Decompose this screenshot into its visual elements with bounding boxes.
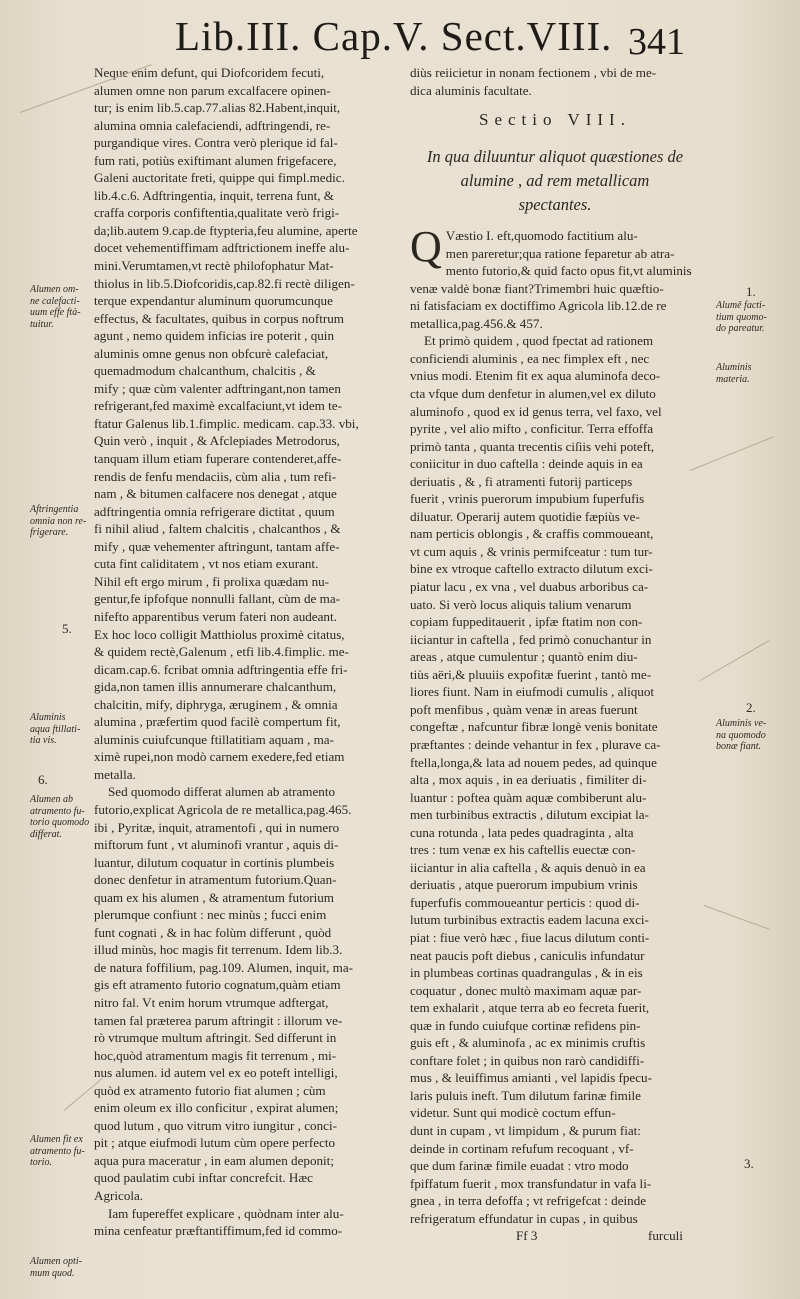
text-line: & quidem rectè,Galenum , etfi lib.4.fimplic. me- bbox=[94, 644, 349, 660]
text-line: plerumque confiunt : nec minùs ; fucci enim bbox=[94, 907, 327, 923]
text-line: piat : fiue verò hæc , fiue lacus dilutum conti- bbox=[410, 929, 650, 945]
text-line: tiùs aëri,& pluuiis expofitæ fuerint , tantò me- bbox=[410, 666, 652, 682]
margin-note-right bbox=[716, 300, 767, 335]
text-line: nus alumen. id autem vel ex eo poteft intelligi, bbox=[94, 1065, 338, 1081]
margin-note-left bbox=[30, 284, 81, 330]
text-line: alumen omne non parum excalfacere opinen- bbox=[94, 82, 331, 98]
text-line: pyrite , vel alio mifto , conficitur. Terra effoffa bbox=[410, 421, 654, 437]
text-line: alumina omnia calefaciendi, adftringendi, re- bbox=[94, 117, 331, 133]
text-line: metalla. bbox=[94, 766, 136, 782]
section-title bbox=[410, 145, 700, 217]
text-line: aluminis cuiufcunque ftillatitiam aquam , ma- bbox=[94, 731, 334, 747]
text-line: fpiffatum fuerit , mox transfundatur in vafa li- bbox=[410, 1175, 652, 1191]
margin-note-line: na quomodo bbox=[716, 729, 766, 741]
margin-note-line: uum effe ftà- bbox=[30, 307, 81, 318]
text-line: fuperfufis commoueantur perticis : quod di- bbox=[410, 894, 640, 910]
text-line: thiolus in lib.5.Diofcoridis,cap.82.fi rectè diligen- bbox=[94, 275, 355, 291]
text-line: agunt , nemo quidem inficias ire poterit , quin bbox=[94, 328, 334, 344]
paper-mark bbox=[704, 905, 770, 930]
text-line: coquatur , donec multò maximam aquæ par- bbox=[410, 982, 642, 998]
text-line: guis eft , & aluminofa , ac ex minimis cruftis bbox=[410, 1035, 646, 1051]
text-line: de natura foffilium, pag.109. Alumen, inquit, ma- bbox=[94, 959, 354, 975]
text-line: nam , & bitumen calfacere nos denegat , atque bbox=[94, 486, 337, 502]
text-line: Nihil eft ergo mirum , fi prolixa quædam nu- bbox=[94, 573, 330, 589]
margin-note-left bbox=[30, 1256, 82, 1279]
text-line: Ex hoc loco colligit Matthiolus proximè citatus, bbox=[94, 626, 345, 642]
margin-note-line: tia vis. bbox=[30, 735, 57, 746]
margin-note-line: Aluminis bbox=[716, 362, 752, 373]
text-line: donec denfetur in atramentum futorium.Quan- bbox=[94, 872, 337, 888]
margin-note-line: Alumen fit ex bbox=[30, 1134, 83, 1145]
text-line: mus , & leuiffimus amianti , vel lapidis fpecu- bbox=[410, 1070, 652, 1086]
margin-section-number: 5. bbox=[62, 621, 72, 636]
margin-note-line: Aluminis ve- bbox=[716, 718, 767, 729]
text-line: præftantes : deinde vehantur in fex , plurave ca- bbox=[410, 736, 661, 752]
text-line: gentur,fe ipfofque nonnulli fallant, cùm de ma- bbox=[94, 591, 340, 607]
text-line: terque expendantur aluminum quorumcunque bbox=[94, 293, 333, 309]
text-line: vnius modi. Etenim fit ex aqua aluminofa deco- bbox=[410, 368, 661, 384]
catchword-line bbox=[410, 1227, 700, 1245]
margin-note-line: Alumen opti- bbox=[30, 1256, 82, 1267]
text-line: alta , mox aquis , in ea deriuatis , fimiliter di- bbox=[410, 772, 647, 788]
signature-mark: Ff 3 bbox=[516, 1228, 538, 1244]
text-line: quod lutum , quo vitrum vitro iungitur , conci- bbox=[94, 1117, 337, 1133]
text-line: rò vtrumque multum aftringit. Sed differunt in bbox=[94, 1030, 337, 1046]
text-line: coniicitur in duo caftella : deinde aquis in ea bbox=[410, 456, 643, 472]
text-line: uato. Si verò locus aliquis talium venarum bbox=[410, 596, 632, 612]
text-line: congeftæ , nafcuntur fibræ longè venis bonitate bbox=[410, 719, 658, 735]
text-line: hoc,quòd atramentum magis fit terrenum , mi- bbox=[94, 1047, 337, 1063]
catchword: furculi bbox=[648, 1228, 683, 1244]
text-line: conftare folet ; in quibus non rarò candidiffi- bbox=[410, 1052, 645, 1068]
text-line: copiam fuppeditauerit , ipfæ ftatim non con- bbox=[410, 614, 643, 630]
text-line: luantur : poftea quàm aquæ combiberunt alu- bbox=[410, 789, 647, 805]
right-column-intro bbox=[410, 64, 700, 99]
text-line: aluminofo , quod ex id genus terra, vel faxo, vel bbox=[410, 403, 662, 419]
text-line: primò tanta , quanta trecentis ciſiis vehi poteft, bbox=[410, 438, 654, 454]
text-line: poft menfibus , quàm venæ in areas fuerunt bbox=[410, 701, 638, 717]
margin-note-line: torio. bbox=[30, 1157, 52, 1168]
text-line: quam ex his alumen , & atramentum futorium bbox=[94, 889, 334, 905]
paper-mark bbox=[700, 640, 770, 681]
text-line: men turbinibus extractis , dilutum excipiat la- bbox=[410, 807, 649, 823]
text-line: quod paulatim cubi inftar concrefcit. Hæc bbox=[94, 1170, 313, 1186]
text-line: purgandique vires. Contra verò plerique id fal- bbox=[94, 135, 338, 151]
text-line: metallica,pag.456.& 457. bbox=[410, 315, 543, 331]
margin-note-line: omnia non re- bbox=[30, 515, 87, 527]
margin-note-left bbox=[30, 504, 86, 539]
text-line: dunt in cupam , vt limpidum , & purum fiat: bbox=[410, 1122, 641, 1138]
text-line: ftatur Galenus lib.1.fimplic. medicam. cap.33. vbi, bbox=[94, 415, 359, 431]
margin-note-right bbox=[716, 718, 766, 753]
text-line: nitro fal. Vt enim horum vtrumque adftergat, bbox=[94, 994, 329, 1010]
text-line: adftringentia omnia refrigerare dictitat , quum bbox=[94, 503, 335, 519]
text-line: dica aluminis facultate. bbox=[410, 82, 532, 98]
left-text-column bbox=[94, 64, 384, 1240]
text-line: nifefto apparentibus verum fateri non audeant. bbox=[94, 608, 337, 624]
text-line: mify ; quæ cùm valenter adftringant,non tamen bbox=[94, 380, 341, 396]
margin-note-line: mum quod. bbox=[30, 1267, 75, 1279]
text-line: conficiendi aluminis , ea nec fimplex eft , nec bbox=[410, 350, 650, 366]
text-line: gis eft atramento futorio cognatum,quàm etiam bbox=[94, 977, 341, 993]
margin-note-line: differat. bbox=[30, 828, 62, 840]
text-line: tem exhalarit , atque terra ab eo fecreta fuerit, bbox=[410, 1000, 650, 1016]
text-line: futorio,explicat Agricola de re metallica,pag.465. bbox=[94, 801, 352, 817]
text-line: tanquam illum etiam fuperare contenderet,affe- bbox=[94, 451, 342, 467]
margin-note-line: tium quomo- bbox=[716, 311, 767, 323]
text-line: laris puluis ineft. Tum dilutum farinæ fimile bbox=[410, 1087, 641, 1103]
text-line: mify , quæ vehementer aftringunt, tantam affe- bbox=[94, 538, 340, 554]
text-line: docet vehementiffimam adftrictionem ineffe alu- bbox=[94, 240, 350, 256]
margin-note-right bbox=[716, 362, 752, 385]
text-line: bine ex vtroque caftello extracto dilutum exci- bbox=[410, 561, 653, 577]
section-heading: Sectio VIII. bbox=[479, 110, 631, 130]
margin-note-line: aqua ftillati- bbox=[30, 723, 81, 735]
text-line: ibi , Pyritæ, inquit, atramentofi , qui in numero bbox=[94, 819, 340, 835]
margin-note-line: torio quomodo bbox=[30, 817, 90, 828]
text-line: ni fatisfaciam ex doctiffimo Agricola lib.12.de re bbox=[410, 298, 667, 314]
text-line: luantur, dilutum coquatur in cortinis plumbeis bbox=[94, 854, 335, 870]
margin-note-line: ne calefacti- bbox=[30, 295, 80, 307]
text-line: enim oleum ex illo conficitur , expirat alumen; bbox=[94, 1100, 339, 1116]
text-line: refrigerant,fed maximè excalfaciunt,vt idem te- bbox=[94, 398, 342, 414]
text-line: Iam fupereffet explicare , quòdnam inter alu- bbox=[108, 1205, 344, 1221]
margin-note-line: atramento fu- bbox=[30, 1145, 85, 1157]
margin-note-line: materia. bbox=[716, 373, 750, 385]
text-line: fuerit , vrinis puerorum impubium fuperfufis bbox=[410, 491, 645, 507]
text-line: quæ in fundo cuiufque cortinæ refidens pin- bbox=[410, 1017, 641, 1033]
text-line: mini.Verumtamen,vt rectè philofophatur Mat- bbox=[94, 258, 334, 274]
text-line: Sed quomodo differat alumen ab atramento bbox=[108, 784, 336, 800]
text-line: lib.4.c.6. Adftringentia, inquit, terrena funt, & bbox=[94, 187, 334, 203]
text-line: venæ valdè bonæ fiant?Trimembri huic quæftio- bbox=[410, 280, 664, 296]
text-line: pit ; atque eiufmodi lutum cùm opere perfecto bbox=[94, 1135, 336, 1151]
text-line: que dum farinæ fimile euadat : vtro modo bbox=[410, 1158, 629, 1174]
text-line: fum rati, potiùs exiftimant alumen frigefacere, bbox=[94, 152, 337, 168]
margin-note-left bbox=[30, 712, 80, 747]
text-line: diluatur. Operarij autem quotidie fæpiùs ve- bbox=[410, 508, 640, 524]
margin-note-line: Alumen om- bbox=[30, 284, 79, 295]
drop-cap: Q bbox=[410, 222, 442, 272]
text-line: nam perticis oblongis , & craffis commoueant, bbox=[410, 526, 654, 542]
text-line: mento futorio,& quid facto opus fit,vt aluminis bbox=[445, 263, 692, 279]
right-text-column bbox=[410, 64, 700, 1245]
margin-note-left bbox=[30, 794, 89, 840]
text-line: quemadmodum chalcanthum, chalcitis , & bbox=[94, 363, 316, 379]
text-line: videtur. Sunt qui modicè coctum effun- bbox=[410, 1105, 616, 1121]
margin-note-line: Aftringentia bbox=[30, 504, 79, 515]
right-column-body bbox=[410, 222, 700, 1227]
text-line: gnea , in terra defoffa ; vt refrigefcat : deinde bbox=[410, 1193, 647, 1209]
section-title-line: spectantes. bbox=[518, 195, 592, 215]
margin-note-line: Aluminis bbox=[30, 712, 66, 723]
text-line: Agricola. bbox=[94, 1188, 144, 1203]
margin-note-line: Alumē facti- bbox=[716, 300, 766, 311]
text-line: Væstio I. eft,quomodo factitium alu- bbox=[445, 228, 638, 244]
text-line: cuna rotunda , lata pedes quadraginta , alta bbox=[410, 824, 634, 840]
page-number: 341 bbox=[628, 21, 685, 63]
text-line: liores fiunt. Nam in eiufmodi cumulis , aliquot bbox=[410, 684, 655, 700]
margin-note-line: frigerare. bbox=[30, 527, 69, 538]
margin-note-line: Alumen ab bbox=[30, 794, 74, 805]
margin-note-line: atramento fu- bbox=[30, 805, 85, 817]
text-line: rendis de fenfu mendaciis, cùm alia , tum refi- bbox=[94, 468, 337, 484]
margin-note-line: do pareatur. bbox=[716, 323, 765, 334]
text-line: effectus, & facultates, quibus in corpus noftrum bbox=[94, 310, 344, 326]
margin-section-number: 3. bbox=[744, 1156, 754, 1171]
text-line: tur; is enim lib.5.cap.77.alias 82.Habent,inquit, bbox=[94, 100, 341, 116]
text-line: cta vfque dum denfetur in alumen,vel ex diluto bbox=[410, 386, 656, 402]
text-line: refrigeratum effundatur in cupas , in quibus bbox=[410, 1210, 638, 1226]
text-line: deinde in cortinam refufum recoquant , vf- bbox=[410, 1140, 634, 1156]
text-line: Galeni auctoritate freti, quippe qui fimpl.medic. bbox=[94, 170, 345, 186]
text-line: gida,non tamen illis annumerare chalcanthum, bbox=[94, 679, 337, 695]
text-line: neat paucis poft diebus , caniculis infundatur bbox=[410, 947, 645, 963]
text-line: Neque enim defunt, qui Diofcoridem fecuti, bbox=[94, 65, 325, 80]
text-line: alumina , præfertim quod facilè compertum fit, bbox=[94, 714, 341, 730]
paper-mark bbox=[690, 436, 774, 471]
text-line: dicam.cap.6. fcribat omnia adftringentia effe fri- bbox=[94, 661, 348, 677]
text-line: ximè rupei,non modò carnem exedere,fed etiam bbox=[94, 749, 345, 765]
text-line: Et primò quidem , quod fpectat ad rationem bbox=[424, 333, 654, 349]
text-line: areas , atque cumulentur ; quantò enim diu- bbox=[410, 649, 638, 665]
text-line: craffa corporis confiftentia,qualitate verò frigi- bbox=[94, 205, 340, 221]
margin-note-line: tuitur. bbox=[30, 318, 54, 330]
text-line: deriuatis , & , fi atramenti futorij particeps bbox=[410, 473, 633, 489]
margin-note-left bbox=[30, 1134, 85, 1169]
text-line: miftorum funt , vt aluminofi vrantur , aquis di- bbox=[94, 837, 339, 853]
text-line: vt cum aquis , & vrinis permifceatur : tum tur- bbox=[410, 543, 653, 559]
text-line: aqua pura maceratur , in eam alumen deponit; bbox=[94, 1152, 334, 1168]
text-line: ftella,longa,& lata ad nouem pedes, ad quinque bbox=[410, 754, 657, 770]
section-title-line: In qua diluuntur aliquot quæstiones de bbox=[426, 147, 684, 167]
text-line: mina cenfeatur præftantiffimum,fed id commo- bbox=[94, 1223, 343, 1239]
text-line: men pareretur;qua ratione feparetur ab atra- bbox=[445, 245, 675, 261]
text-line: funt cognati , & in hac folùm differunt , quòd bbox=[94, 924, 332, 940]
text-line: iiciantur in alia caftella , & aquis denuò in ea bbox=[410, 859, 646, 875]
text-line: in plumbeas cortinas quadrangulas , & in eis bbox=[410, 965, 643, 981]
text-line: lutum turbinibus extractis eadem lacuna exci- bbox=[410, 912, 649, 928]
text-line: tamen fal præterea parum aftringit : illorum ve- bbox=[94, 1012, 343, 1028]
text-line: iiciantur in caftella , fed primò conuchantur in bbox=[410, 631, 652, 647]
text-line: tres : tum venæ ex his caftellis euectæ con- bbox=[410, 842, 636, 858]
text-line: Quin verò , inquit , & Afclepiades Metrodorus, bbox=[94, 433, 340, 449]
margin-section-number: 2. bbox=[746, 700, 756, 715]
text-line: da;lib.autem 9.cap.de ftypteria,feu alumine, aperte bbox=[94, 222, 358, 238]
text-line: illud minùs, hoc magis fit terrenum. Idem lib.3. bbox=[94, 942, 343, 958]
margin-section-number: 6. bbox=[38, 772, 48, 787]
margin-section-number: 1. bbox=[746, 284, 756, 299]
text-line: cuta fint caliditatem , vt nos etiam exurant. bbox=[94, 556, 319, 572]
text-line: piatur lacu , ex vna , vel duabus arboribus ca- bbox=[410, 579, 649, 595]
text-line: diùs reiicietur in nonam fectionem , vbi de me- bbox=[410, 65, 657, 80]
text-line: fi nihil aliud , faltem chalcitis , chalcanthos , & bbox=[94, 521, 341, 537]
running-head: Lib.III. Cap.V. Sect.VIII. bbox=[175, 13, 613, 59]
margin-note-line: bonæ fiant. bbox=[716, 741, 762, 752]
text-line: aluminis omne genus non obfcurè calefaciat, bbox=[94, 345, 329, 361]
text-line: deriuatis , atque puerorum impubium vrinis bbox=[410, 877, 638, 893]
text-line: chalcitin, mify, diphryga, æruginem , & omnia bbox=[94, 696, 338, 712]
section-title-line: alumine , ad rem metallicam bbox=[460, 171, 650, 191]
text-line: quòd ex atramento futorio fiat alumen ; cùm bbox=[94, 1082, 326, 1098]
